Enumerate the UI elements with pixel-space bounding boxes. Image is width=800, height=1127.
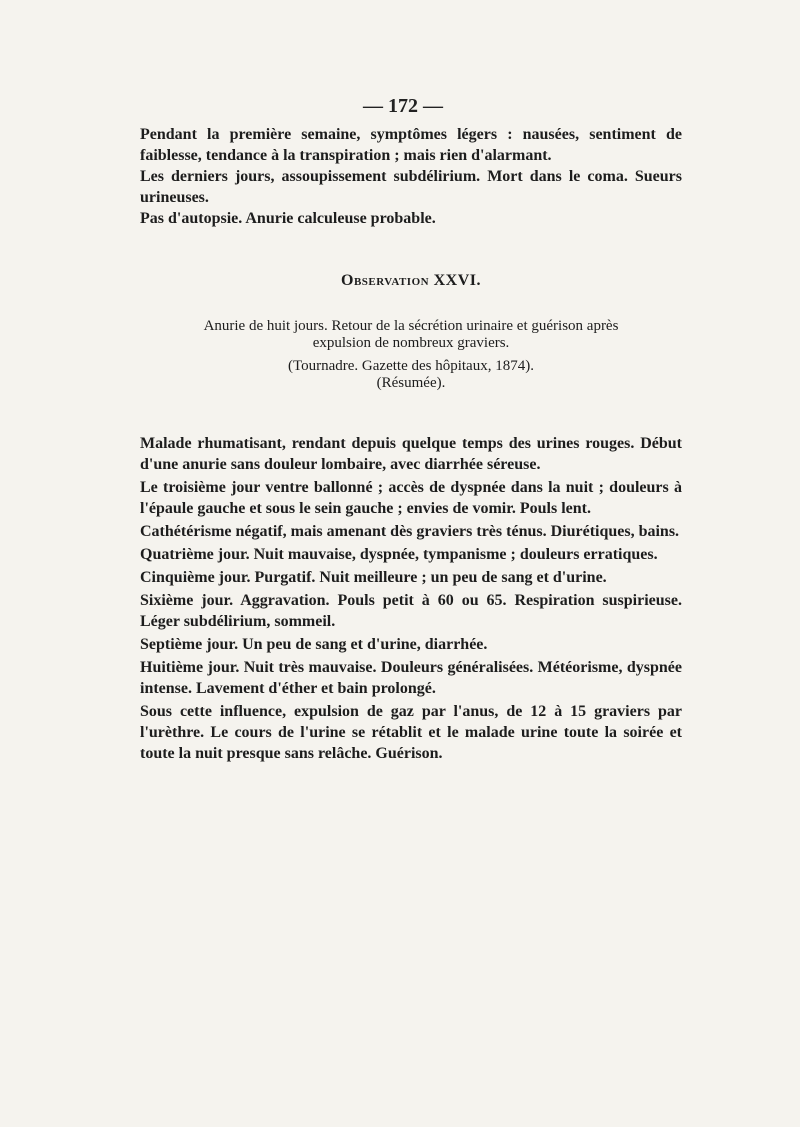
case-paragraph-5: Cinquième jour. Purgatif. Nuit meilleure ; un peu de sang et d'urine. [140, 569, 607, 586]
observation-label: Observation [341, 272, 430, 289]
intro-paragraph-1: Pendant la première semaine, symptômes légers : nausées, sentiment de faiblesse, tendance à la transpiration ; mais rien d'alarmant. [140, 126, 682, 164]
case-paragraph-8: Huitième jour. Nuit très mauvaise. Douleurs généralisées. Météorisme, dyspnée intense. Lavement d'éther et bain prolongé. [140, 659, 682, 697]
case-paragraph-4: Quatrième jour. Nuit mauvaise, dyspnée, tympanisme ; douleurs erratiques. [140, 546, 658, 563]
case-text [140, 433, 682, 764]
observation-subtitle-line1: Anurie de huit jours. Retour de la sécrétion urinaire et guérison après [203, 318, 619, 334]
intro-text [140, 124, 682, 229]
case-paragraph-2: Le troisième jour ventre ballonné ; accès de dyspnée dans la nuit ; douleurs à l'épaule gauche et sous le sein gauche ; envies de vomir. Pouls lent. [140, 479, 682, 517]
observation-source: (Tournadre. Gazette des hôpitaux, 1874). [288, 358, 534, 374]
case-paragraph-1: Malade rhumatisant, rendant depuis quelque temps des urines rouges. Début d'une anurie sans douleur lombaire, avec diarrhée séreuse. [140, 435, 682, 473]
case-paragraph-3: Cathétérisme négatif, mais amenant dès graviers très ténus. Diurétiques, bains. [140, 523, 680, 540]
observation-subtitle-line2: expulsion de nombreux graviers. [312, 335, 510, 351]
case-paragraph-7: Septième jour. Un peu de sang et d'urine, diarrhée. [140, 636, 488, 653]
page-number: — 172 — [363, 95, 443, 117]
case-paragraph-9: Sous cette influence, expulsion de gaz par l'anus, de 12 à 15 graviers par l'urèthre. Le cours de l'urine se rétablit et le malade urine toute la soirée et toute la nuit presque sans relâche. Guérison. [140, 703, 682, 762]
case-paragraph-6: Sixième jour. Aggravation. Pouls petit à 60 ou 65. Respiration suspirieuse. Léger subdélirium, sommeil. [140, 592, 682, 630]
intro-paragraph-2: Les derniers jours, assoupissement subdélirium. Mort dans le coma. Sueurs urineuses. [140, 168, 682, 206]
intro-paragraph-3: Pas d'autopsie. Anurie calculeuse probable. [140, 210, 436, 227]
observation-summary-note: (Résumée). [376, 375, 446, 391]
observation-number: XXVI. [433, 272, 481, 289]
observation-subtitle [140, 318, 682, 392]
observation-heading [140, 272, 682, 290]
